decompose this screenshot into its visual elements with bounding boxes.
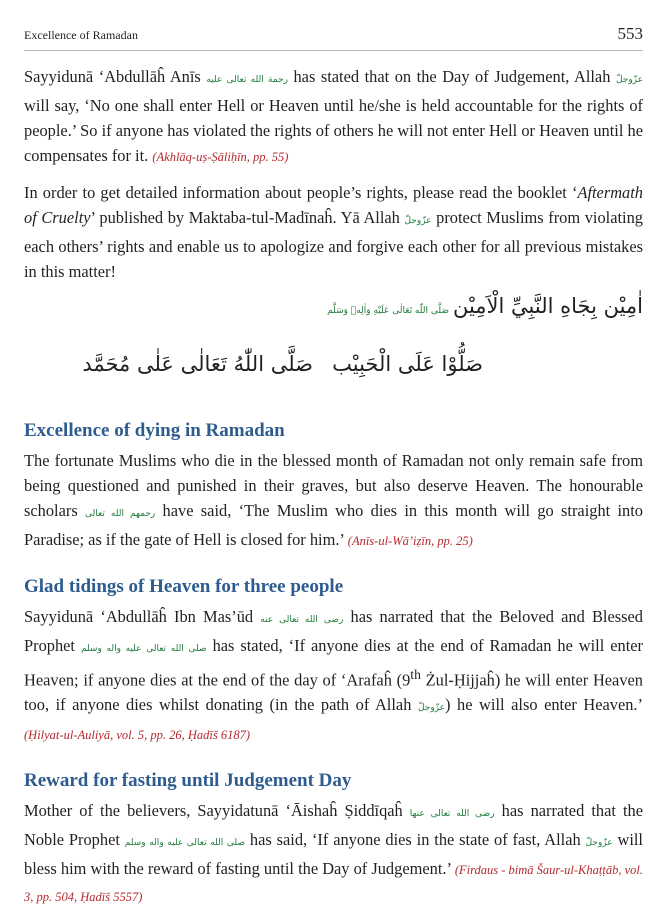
page-number: 553: [617, 24, 643, 43]
text: In order to get detailed information about people’s rights, please read the booklet ‘: [24, 183, 578, 202]
honorific-glyph: عزّوجلّ: [615, 75, 643, 85]
section-heading: Reward for fasting until Judgement Day: [24, 770, 352, 792]
honorific-glyph: عزّوجلّ: [585, 838, 613, 849]
paragraph-dying-in-ramadan: [24, 448, 643, 554]
honorific-glyph: رحمة الله تعالى عليه: [206, 75, 288, 85]
honorific-glyph: عزّوجلّ: [404, 216, 432, 226]
running-title: Excellence of Ramadan: [24, 28, 138, 42]
page-body: [24, 64, 643, 910]
dua-line: [24, 294, 643, 340]
arabic-dua: اٰمِيْن بِجَاهِ النَّبِيِّ الْاَمِيْن: [452, 294, 643, 318]
text: ’ published by Maktaba-tul-Madīnaĥ. Yā Allah: [90, 208, 405, 227]
text: has said, ‘If anyone dies in the state of fast, Allah: [245, 830, 586, 850]
salawat-line: [24, 342, 643, 398]
honorific-glyph: صلى الله تعالى عليه واله وسلم: [124, 838, 246, 849]
text: ) he will also enter Heaven.’: [445, 695, 643, 715]
paragraph-booklet: [24, 180, 643, 284]
citation: (Firdaus - bimā Šaur-ul-Khaṭṭāb, vol. 3, pp. 504, Ḥadīš 5557): [24, 863, 643, 905]
arabic-salawat-response: صَلَّى اللّٰهُ تَعَالٰى عَلٰى مُحَمَّد: [82, 352, 313, 376]
paragraph-fasting-reward: [24, 798, 643, 910]
text: has narrated that the Noble Prophet: [24, 801, 643, 850]
text: will say, ‘No one shall enter Hell or Heaven until he/she is held accountable for the rights of people.’ So if anyone has violated the rights of others he will not enter Hell or Heaven until he compensates for it.: [24, 96, 643, 165]
citation: (Anīs-ul-Wā’iẓīn, pp. 25): [347, 534, 473, 548]
paragraph-glad-tidings: [24, 604, 643, 748]
honorific-glyph: رضى الله تعالى عنه: [260, 615, 344, 625]
section-heading: Glad tidings of Heaven for three people: [24, 576, 344, 597]
text: has stated that on the Day of Judgement, Allah: [287, 67, 616, 86]
text: has stated, ‘If anyone dies at the end of Ramadan he will enter Heaven; if anyone dies at the end of the day of ‘Arafaĥ (9: [24, 636, 643, 690]
honorific-glyph: رضى الله تعالى عنها: [409, 809, 495, 820]
citation: (Akhlāq-uṣ-Ṣāliḥīn, pp. 55): [152, 150, 289, 164]
booklet-title: Aftermath of Cruelty: [24, 183, 643, 227]
text: will bless him with the reward of fasting until the Day of Judgement.’: [24, 830, 643, 879]
arabic-salawat-call: صَلُّوْا عَلَى الْحَبِيْب: [332, 352, 483, 376]
honorific-glyph: صلى الله تعالى عليه واله وسلم: [80, 644, 207, 654]
text: Mother of the believers, Sayyidatunā ‘Āishaĥ Ṣiddīqaĥ: [24, 801, 410, 821]
honorific-glyph: عزّوجلّ: [417, 703, 446, 714]
honorific-glyph: رحمهم الله تعالى: [85, 509, 156, 519]
text: protect Muslims from violating each others’ rights and enable us to apologize and forgive each other for all previous mistakes in this matter!: [24, 208, 643, 281]
text: Sayyidunā ‘Abdullāĥ Anīs: [24, 67, 207, 86]
text: Żul-Ḥijjaĥ) he will enter Heaven too, if anyone dies whilst donating (in the path of Allah: [24, 670, 643, 715]
paragraph-rights-of-people: [24, 64, 643, 170]
text: have said, ‘The Muslim who dies in this month will go straight into Paradise; as if the gate of Hell is closed for him.’: [24, 501, 643, 549]
citation: (Ḥilyat-ul-Auliyā, vol. 5, pp. 26, Ḥadīš 6187): [24, 728, 251, 743]
superscript: th: [410, 667, 421, 682]
honorific-glyph: صَلَّى اللّٰه تَعَالٰى عَلَيْهِ وَاٰلِهٖ وَسَلَّم: [327, 306, 449, 316]
page-header: [24, 24, 643, 51]
text: has narrated that the Beloved and Blessed Prophet: [24, 607, 643, 655]
text: The fortunate Muslims who die in the blessed month of Ramadan not only remain safe from being questioned and punished in their graves, but also deserve Heaven. The honourable scholars: [24, 451, 643, 520]
text: Sayyidunā ‘Abdullāĥ Ibn Mas’ūd: [24, 607, 261, 626]
section-heading: Excellence of dying in Ramadan: [24, 420, 285, 441]
